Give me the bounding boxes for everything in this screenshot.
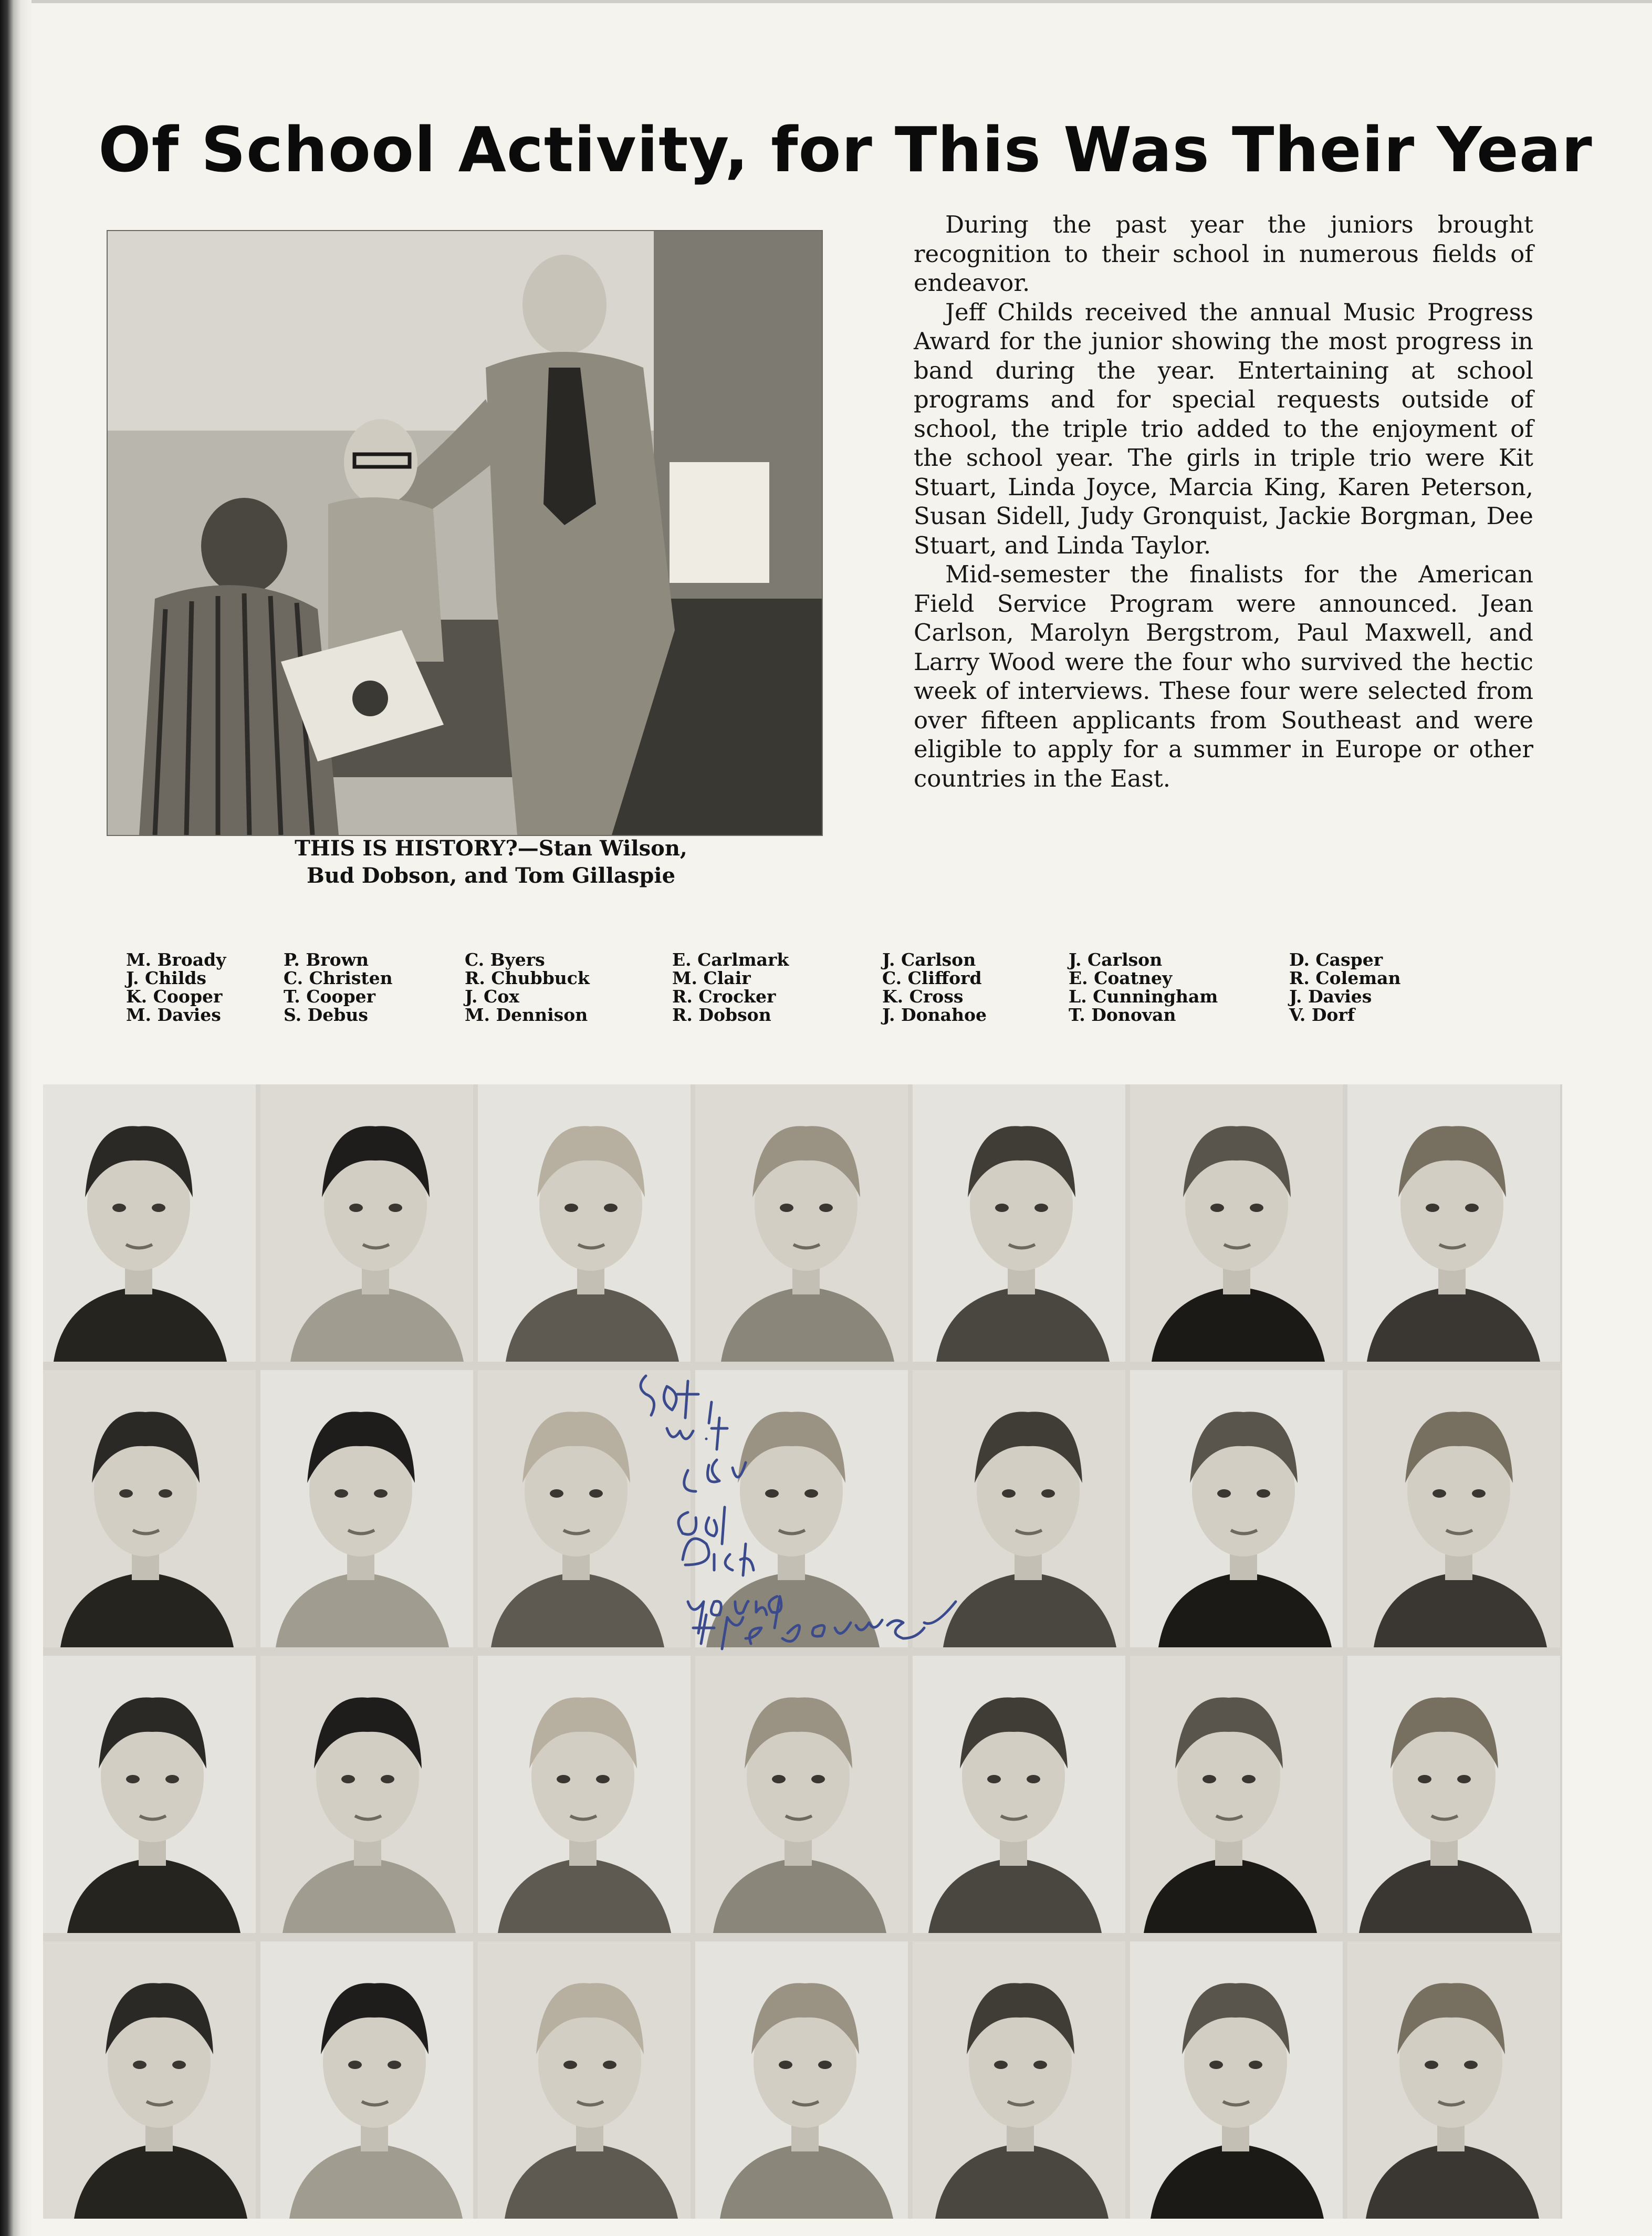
student-portrait bbox=[913, 1370, 1125, 1647]
name-column bbox=[1289, 950, 1489, 1024]
student-name: L. Cunningham bbox=[1069, 986, 1218, 1007]
portrait-photo bbox=[1347, 1370, 1560, 1647]
student-name: R. Crocker bbox=[672, 986, 776, 1007]
name-column bbox=[284, 950, 483, 1024]
student-portrait bbox=[478, 1084, 691, 1362]
student-name: R. Chubbuck bbox=[465, 968, 590, 988]
article-paragraph: During the past year the juniors brought recognition to their school in numerous fields of endeavor. bbox=[914, 211, 1533, 297]
photo-caption bbox=[221, 835, 761, 893]
student-portrait bbox=[1130, 1656, 1343, 1933]
portrait-photo bbox=[913, 1656, 1125, 1933]
portrait-photo bbox=[43, 1656, 256, 1933]
student-name: P. Brown bbox=[284, 949, 369, 970]
portrait-photo bbox=[1347, 1084, 1560, 1362]
feature-photo-image bbox=[108, 231, 822, 835]
portrait-photo bbox=[260, 1656, 473, 1933]
student-name: J. Childs bbox=[126, 968, 207, 988]
name-column bbox=[1069, 950, 1268, 1024]
student-name: D. Casper bbox=[1289, 949, 1383, 970]
student-portrait bbox=[1347, 1941, 1560, 2219]
student-name: S. Debus bbox=[284, 1005, 368, 1025]
student-portrait bbox=[913, 1656, 1125, 1933]
student-name: C. Byers bbox=[465, 949, 545, 970]
student-portrait bbox=[478, 1941, 691, 2219]
name-column bbox=[882, 950, 1082, 1024]
student-portrait bbox=[1130, 1370, 1343, 1647]
portrait-photo bbox=[913, 1941, 1125, 2219]
student-name: J. Davies bbox=[1289, 986, 1372, 1007]
student-name: M. Broady bbox=[126, 949, 226, 970]
page-binding-edge bbox=[0, 0, 33, 2236]
page-headline: Of School Activity, for This Was Their Year bbox=[98, 113, 1593, 186]
caption-line: THIS IS HISTORY?—Stan Wilson, bbox=[295, 836, 687, 861]
student-name: T. Cooper bbox=[284, 986, 376, 1007]
portrait-photo bbox=[43, 1084, 256, 1362]
student-portrait bbox=[1130, 1941, 1343, 2219]
student-portrait bbox=[695, 1656, 908, 1933]
student-name: J. Donahoe bbox=[882, 1005, 987, 1025]
student-portrait bbox=[43, 1084, 256, 1362]
student-portrait bbox=[478, 1370, 691, 1647]
student-portrait bbox=[260, 1370, 473, 1647]
student-name: C. Christen bbox=[284, 968, 393, 988]
portrait-photo bbox=[1130, 1656, 1343, 1933]
student-portrait bbox=[43, 1370, 256, 1647]
article-paragraph: Mid-semester the finalists for the American Field Service Program were announced. Jean Carlson, Marolyn Bergstrom, Paul Maxwell, and Larry Wood were the four who survived the hectic week of interviews. These four were selected from over fifteen applicants from Southeast and were eligible to apply for a summer in Europe or other countries in the East. bbox=[914, 560, 1533, 792]
portrait-photo bbox=[1130, 1941, 1343, 2219]
portrait-photo bbox=[1130, 1084, 1343, 1362]
student-name: M. Clair bbox=[672, 968, 751, 988]
portrait-photo bbox=[695, 1941, 908, 2219]
student-portrait bbox=[43, 1941, 256, 2219]
caption-line: Bud Dobson, and Tom Gillaspie bbox=[306, 863, 676, 888]
student-name: R. Dobson bbox=[672, 1005, 771, 1025]
student-name: E. Carlmark bbox=[672, 949, 789, 970]
portrait-photo bbox=[478, 1370, 691, 1647]
student-name: M. Davies bbox=[126, 1005, 221, 1025]
student-name: M. Dennison bbox=[465, 1005, 588, 1025]
portrait-photo bbox=[1347, 1941, 1560, 2219]
name-column bbox=[672, 950, 872, 1024]
portrait-photo bbox=[913, 1084, 1125, 1362]
student-name: C. Clifford bbox=[882, 968, 982, 988]
student-name-list bbox=[126, 950, 1596, 1029]
portrait-photo bbox=[43, 1941, 256, 2219]
feature-photo bbox=[108, 231, 822, 835]
student-portrait bbox=[1130, 1084, 1343, 1362]
article-text bbox=[914, 210, 1533, 872]
student-name: J. Carlson bbox=[882, 949, 976, 970]
student-portrait bbox=[43, 1656, 256, 1933]
student-name: V. Dorf bbox=[1289, 1005, 1355, 1025]
portrait-photo bbox=[913, 1370, 1125, 1647]
student-portrait bbox=[695, 1941, 908, 2219]
top-border bbox=[32, 0, 1652, 3]
student-portrait bbox=[695, 1370, 908, 1647]
student-portrait bbox=[913, 1941, 1125, 2219]
portrait-grid bbox=[43, 1084, 1562, 2219]
portrait-photo bbox=[695, 1084, 908, 1362]
student-name: T. Donovan bbox=[1069, 1005, 1176, 1025]
student-name: J. Carlson bbox=[1069, 949, 1163, 970]
article-paragraph: Jeff Childs received the annual Music Progress Award for the junior showing the most progress in band during the year. Entertaining at school programs and for special requests outside of school, the triple trio added to the enjoyment of the school year. The girls in triple trio were Kit Stuart, Linda Joyce, Marcia King, Karen Peterson, Susan Sidell, Judy Gronquist, Jackie Borgman, Dee Stuart, and Linda Taylor. bbox=[914, 298, 1533, 559]
portrait-photo bbox=[478, 1656, 691, 1933]
student-portrait bbox=[913, 1084, 1125, 1362]
student-name: E. Coatney bbox=[1069, 968, 1173, 988]
student-name: K. Cooper bbox=[126, 986, 223, 1007]
student-name: K. Cross bbox=[882, 986, 964, 1007]
student-portrait bbox=[1347, 1370, 1560, 1647]
student-portrait bbox=[695, 1084, 908, 1362]
portrait-photo bbox=[478, 1941, 691, 2219]
student-portrait bbox=[260, 1656, 473, 1933]
student-portrait bbox=[260, 1941, 473, 2219]
student-name: R. Coleman bbox=[1289, 968, 1401, 988]
portrait-photo bbox=[260, 1370, 473, 1647]
student-portrait bbox=[478, 1656, 691, 1933]
name-column bbox=[465, 950, 664, 1024]
portrait-photo bbox=[1130, 1370, 1343, 1647]
student-name: J. Cox bbox=[465, 986, 519, 1007]
portrait-photo bbox=[695, 1370, 908, 1647]
portrait-photo bbox=[260, 1084, 473, 1362]
portrait-photo bbox=[695, 1656, 908, 1933]
portrait-photo bbox=[43, 1370, 256, 1647]
student-portrait bbox=[260, 1084, 473, 1362]
portrait-photo bbox=[478, 1084, 691, 1362]
student-portrait bbox=[1347, 1084, 1560, 1362]
portrait-photo bbox=[260, 1941, 473, 2219]
portrait-photo bbox=[1347, 1656, 1560, 1933]
student-portrait bbox=[1347, 1656, 1560, 1933]
